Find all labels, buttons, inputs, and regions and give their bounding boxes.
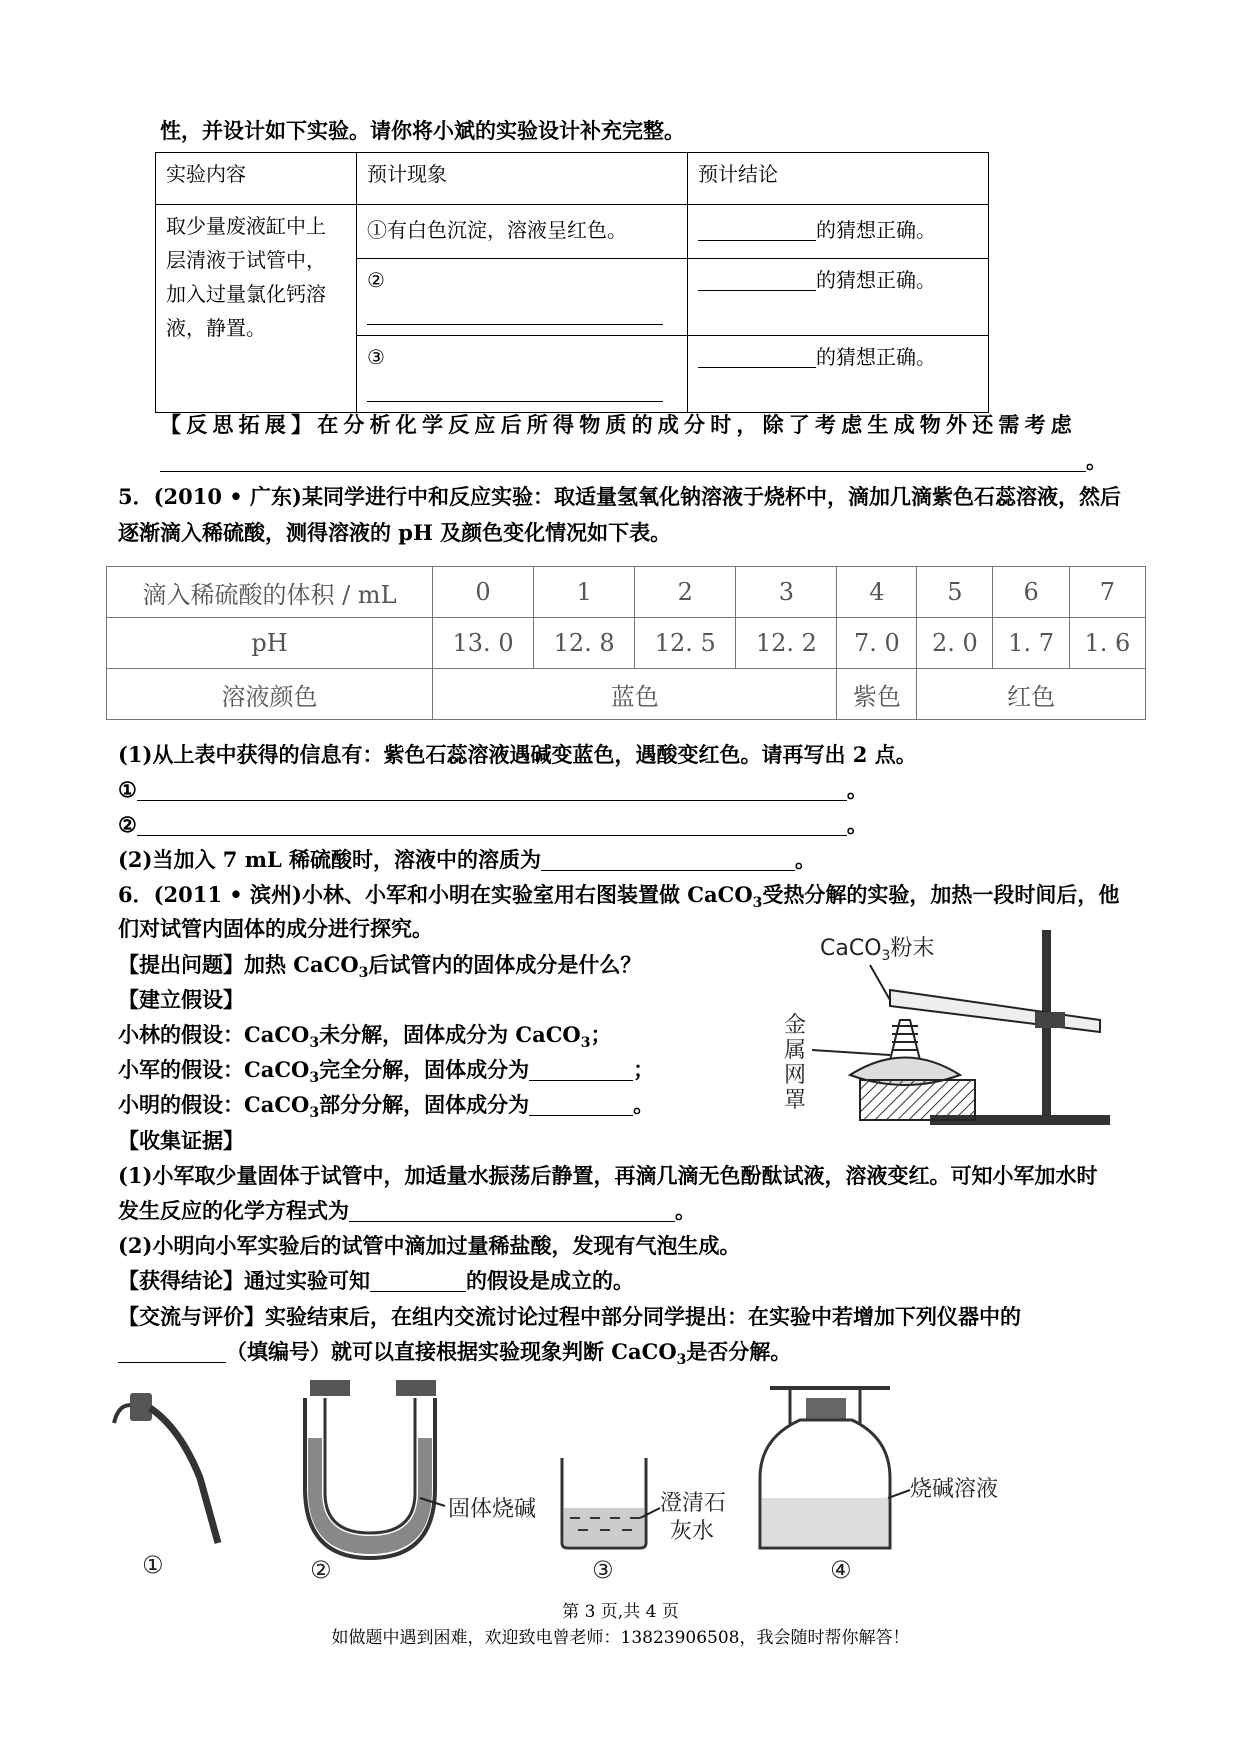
volume-cell: 6 — [993, 567, 1069, 618]
volume-cell: 0 — [433, 567, 534, 618]
bent-tube-icon — [114, 1393, 218, 1543]
beaker-icon — [562, 1458, 660, 1548]
answer-blank[interactable] — [529, 1058, 633, 1081]
phenomenon-cell: ①有白色沉淀，溶液呈红色。 — [357, 205, 688, 259]
table-header: 实验内容 — [156, 153, 357, 205]
naoh-solution-label: 烧碱溶液 — [910, 1477, 999, 1502]
heating-apparatus-figure — [780, 920, 1120, 1140]
instrument-number: ② — [310, 1556, 332, 1583]
svg-text:灰水: 灰水 — [670, 1519, 715, 1544]
color-cell: 紫色 — [837, 669, 917, 720]
row-label: pH — [107, 618, 433, 669]
ph-cell: 1. 6 — [1069, 618, 1145, 669]
q6-evidence-title: 【收集证据】 — [118, 1128, 244, 1153]
q6-evaluation: 【交流与评价】实验结束后，在组内交流讨论过程中部分同学提出：在实验中若增加下列仪器中的 — [118, 1304, 1021, 1329]
answer-blank[interactable] — [529, 1093, 633, 1116]
answer-blank[interactable] — [367, 379, 663, 402]
ph-data-table — [106, 566, 1146, 720]
ph-cell: 1. 7 — [993, 618, 1069, 669]
answer-blank[interactable] — [541, 848, 795, 871]
q6-evidence-1b: 发生反应的化学方程式为 。 — [118, 1198, 696, 1223]
svg-text:属: 属 — [784, 1038, 807, 1063]
instruments-figure — [100, 1368, 1130, 1583]
wash-bottle-icon — [760, 1388, 910, 1548]
volume-cell: 2 — [635, 567, 736, 618]
ph-cell: 12. 5 — [635, 618, 736, 669]
conclusion-cell: 的猜想正确。 — [688, 336, 989, 413]
q6-question: 【提出问题】加热 CaCO$_3$后试管内的固体成分是什么？ — [118, 952, 642, 982]
table-header: 预计结论 — [688, 153, 989, 205]
q5-sub2: (2)当加入 7 mL 稀硫酸时，溶液中的溶质为 。 — [118, 847, 817, 872]
answer-blank[interactable] — [137, 778, 847, 801]
ph-cell: 13. 0 — [433, 618, 534, 669]
table-header: 预计现象 — [357, 153, 688, 205]
q6-hypothesis-title: 【建立假设】 — [118, 987, 244, 1012]
row-label: 滴入稀硫酸的体积 / mL — [107, 567, 433, 618]
q6-line1: 6．(2011 • 滨州)小林、小军和小明在实验室用右图装置做 CaCO$_3$受热分解的实验，加热一段时间后，他 — [118, 882, 1120, 912]
limewater-label: 澄清石 — [660, 1491, 727, 1516]
volume-cell: 5 — [917, 567, 993, 618]
page-number: 第 3 页,共 4 页 — [562, 1602, 679, 1622]
q6-evidence-2: (2)小明向小军实验后的试管中滴加过量稀盐酸，发现有气泡生成。 — [118, 1233, 741, 1258]
row-label: 溶液颜色 — [107, 669, 433, 720]
q5-line2: 逐渐滴入稀硫酸，测得溶液的 pH 及颜色变化情况如下表。 — [118, 520, 672, 545]
reflection-answer-line: 。 — [160, 446, 1107, 476]
ph-cell: 12. 8 — [534, 618, 635, 669]
gauze-label: 金 — [784, 1013, 807, 1038]
conclusion-cell: 的猜想正确。 — [688, 205, 989, 259]
ph-cell: 2. 0 — [917, 618, 993, 669]
q6-line2: 们对试管内固体的成分进行探究。 — [118, 916, 433, 941]
answer-blank[interactable] — [370, 1269, 466, 1292]
conclusion-cell: 的猜想正确。 — [688, 259, 989, 336]
q5-blank-2: ② 。 — [118, 812, 868, 837]
q5-sub1: (1)从上表中获得的信息有：紫色石蕊溶液遇碱变蓝色，遇酸变红色。请再写出 2 点。 — [118, 742, 917, 767]
q6-hypothesis-ming: 小明的假设：CaCO$_3$部分分解，固体成分为 。 — [118, 1092, 655, 1122]
answer-blank[interactable] — [698, 345, 816, 368]
q6-conclusion: 【获得结论】通过实验可知 的假设是成立的。 — [118, 1268, 634, 1293]
instrument-number: ① — [142, 1551, 164, 1579]
answer-blank[interactable] — [367, 302, 663, 325]
q6-evaluation-2: （填编号）就可以直接根据实验现象判断 CaCO$_3$是否分解。 — [118, 1337, 791, 1375]
ph-cell: 12. 2 — [736, 618, 837, 669]
ph-cell: 7. 0 — [837, 618, 917, 669]
experiment-design-table — [155, 152, 989, 413]
caco3-label: CaCO$_3$粉末 — [820, 936, 935, 964]
intro-line: 性，并设计如下实验。请你将小斌的实验设计补充完整。 — [160, 118, 685, 143]
volume-cell: 4 — [837, 567, 917, 618]
phenomenon-cell: ③ — [357, 336, 688, 413]
answer-blank[interactable] — [137, 813, 847, 836]
solid-naoh-label: 固体烧碱 — [448, 1497, 537, 1522]
volume-cell: 3 — [736, 567, 837, 618]
u-tube-icon — [305, 1380, 445, 1558]
q6-hypothesis-lin: 小林的假设：CaCO$_3$未分解，固体成分为 CaCO$_3$； — [118, 1022, 612, 1052]
color-cell: 红色 — [917, 669, 1146, 720]
q5-blank-1: ① 。 — [118, 777, 868, 802]
reflection-line: 【反思拓展】在分析化学反应后所得物质的成分时，除了考虑生成物外还需考虑 — [160, 412, 1077, 437]
answer-blank[interactable] — [118, 1340, 226, 1363]
phenomenon-cell: ② — [357, 259, 688, 336]
q5-line1: 5．(2010 • 广东)某同学进行中和反应实验：取适量氢氧化钠溶液于烧杯中，滴加几滴紫色石蕊溶液，然后 — [118, 484, 1121, 509]
answer-blank[interactable] — [349, 1199, 675, 1222]
svg-text:罩: 罩 — [784, 1088, 807, 1113]
svg-text:网: 网 — [784, 1063, 807, 1088]
answer-blank[interactable] — [698, 268, 816, 291]
q6-evidence-1: (1)小军取少量固体于试管中，加适量水振荡后静置，再滴几滴无色酚酞试液，溶液变红。可知小军加水时 — [118, 1163, 1098, 1188]
color-cell: 蓝色 — [433, 669, 837, 720]
volume-cell: 7 — [1069, 567, 1145, 618]
experiment-content-cell: 取少量废液缸中上 层清液于试管中， 加入过量氯化钙溶 液，静置。 — [156, 205, 357, 413]
instrument-number: ③ — [592, 1556, 614, 1583]
instrument-number: ④ — [830, 1556, 852, 1583]
volume-cell: 1 — [534, 567, 635, 618]
q6-hypothesis-jun: 小军的假设：CaCO$_3$完全分解，固体成分为 ； — [118, 1057, 655, 1087]
answer-blank[interactable] — [698, 218, 816, 241]
answer-blank[interactable] — [160, 449, 1086, 472]
help-note: 如做题中遇到困难，欢迎致电曾老师：13823906508，我会随时帮你解答！ — [331, 1628, 910, 1648]
